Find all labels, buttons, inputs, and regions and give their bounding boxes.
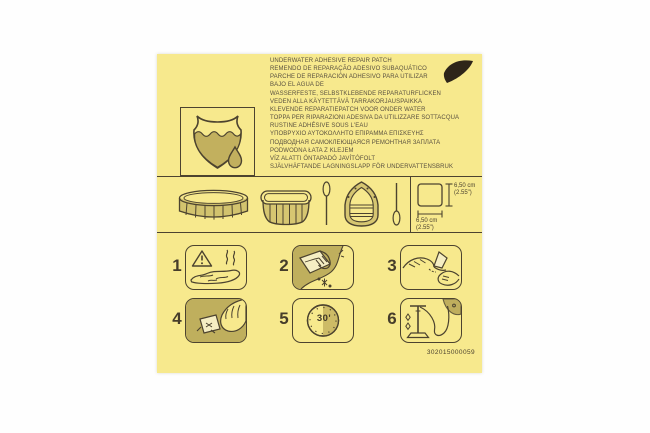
title-line: BAJO EL AGUA DE (270, 82, 324, 89)
patch-size-diagram (416, 182, 480, 230)
step-number: 5 (279, 309, 289, 328)
patch-height-inch: (2.55") (454, 190, 472, 196)
applicable-products-row (157, 176, 482, 232)
title-line: ΥΠΟΒΡΥΧΙΟ ΑΥΤΟΚΟΛΛΗΤΟ ΕΠΙΡΑΜΜΑ ΕΠΙΣΚΕΥΗΣ (270, 131, 424, 138)
title-line: VÍZ ALATTI ÖNTAPADÓ JAVÍTÓFOLT (270, 155, 376, 162)
title-line: PODWODNA ŁATA Z KLEJEM (270, 147, 354, 154)
inflate-pump-pictogram (400, 298, 462, 343)
patch-height-label (454, 183, 475, 197)
title-line: KLEVENDE REPARATIEPATCH VOOR ONDER WATER (270, 106, 426, 113)
product-code: 302015000059 (426, 349, 475, 356)
title-line: RUSTINE ADHÉSIVE SOUS L'EAU (270, 123, 368, 130)
patch-height-cm: 6,50 cm (454, 183, 476, 189)
water-patch-logo (180, 107, 255, 176)
water-patch-icon (181, 108, 254, 175)
step-number: 1 (172, 256, 182, 275)
step-number: 2 (279, 256, 289, 275)
patch-width-label (416, 218, 437, 232)
title-line: REMENDO DE REPARAÇÃO ADESIVO SUBAQUÁTICO (270, 66, 427, 73)
repair-patch-label (157, 54, 482, 373)
step-number: 3 (387, 256, 397, 275)
clean-surface-pictogram (292, 245, 354, 290)
step-number: 6 (387, 309, 397, 328)
patch-width-cm: 6,50 cm (416, 218, 438, 224)
frame-pool-icon (177, 189, 250, 223)
step-number: 4 (172, 309, 182, 328)
spa-icon (260, 190, 312, 226)
title-line: PARCHE DE REPARACIÓN ADHESIVO PARA UTILIZAR (270, 74, 428, 81)
oar-icon (393, 183, 400, 225)
apply-patch-pictogram (185, 298, 247, 343)
vertical-divider (410, 176, 411, 232)
title-line: TOPPA PER RIPARAZIONI ADESIVA DA UTILIZZARE SOTTACQUA (270, 115, 460, 122)
title-line: UNDERWATER ADHESIVE REPAIR PATCH (270, 58, 392, 64)
wait-duration: 30' (316, 313, 332, 324)
peel-backing-pictogram (400, 245, 462, 290)
title-line: VEDEN ALLA KÄYTETTÄVÄ TARRAKORJAUSPAIKKA (270, 98, 423, 105)
inflatable-boat-icon (319, 181, 404, 227)
title-line: ПОДВОДНАЯ САМОКЛЕЮЩАЯСЯ РЕМОНТНАЯ ЗАПЛАТА (270, 139, 441, 146)
corner-swoosh-icon (443, 58, 474, 86)
oar-icon (323, 182, 330, 225)
title-line: SJÄLVHÄFTANDE LAGNINGSLAPP FÖR UNDERVATTENSBRUK (270, 164, 454, 171)
deflate-warning-pictogram (185, 245, 247, 290)
title-line: WASSERFESTE, SELBSTKLEBENDE REPARATURFLICKEN (270, 90, 441, 97)
patch-width-inch: (2.55") (416, 225, 434, 231)
wait-clock-pictogram (292, 298, 354, 343)
